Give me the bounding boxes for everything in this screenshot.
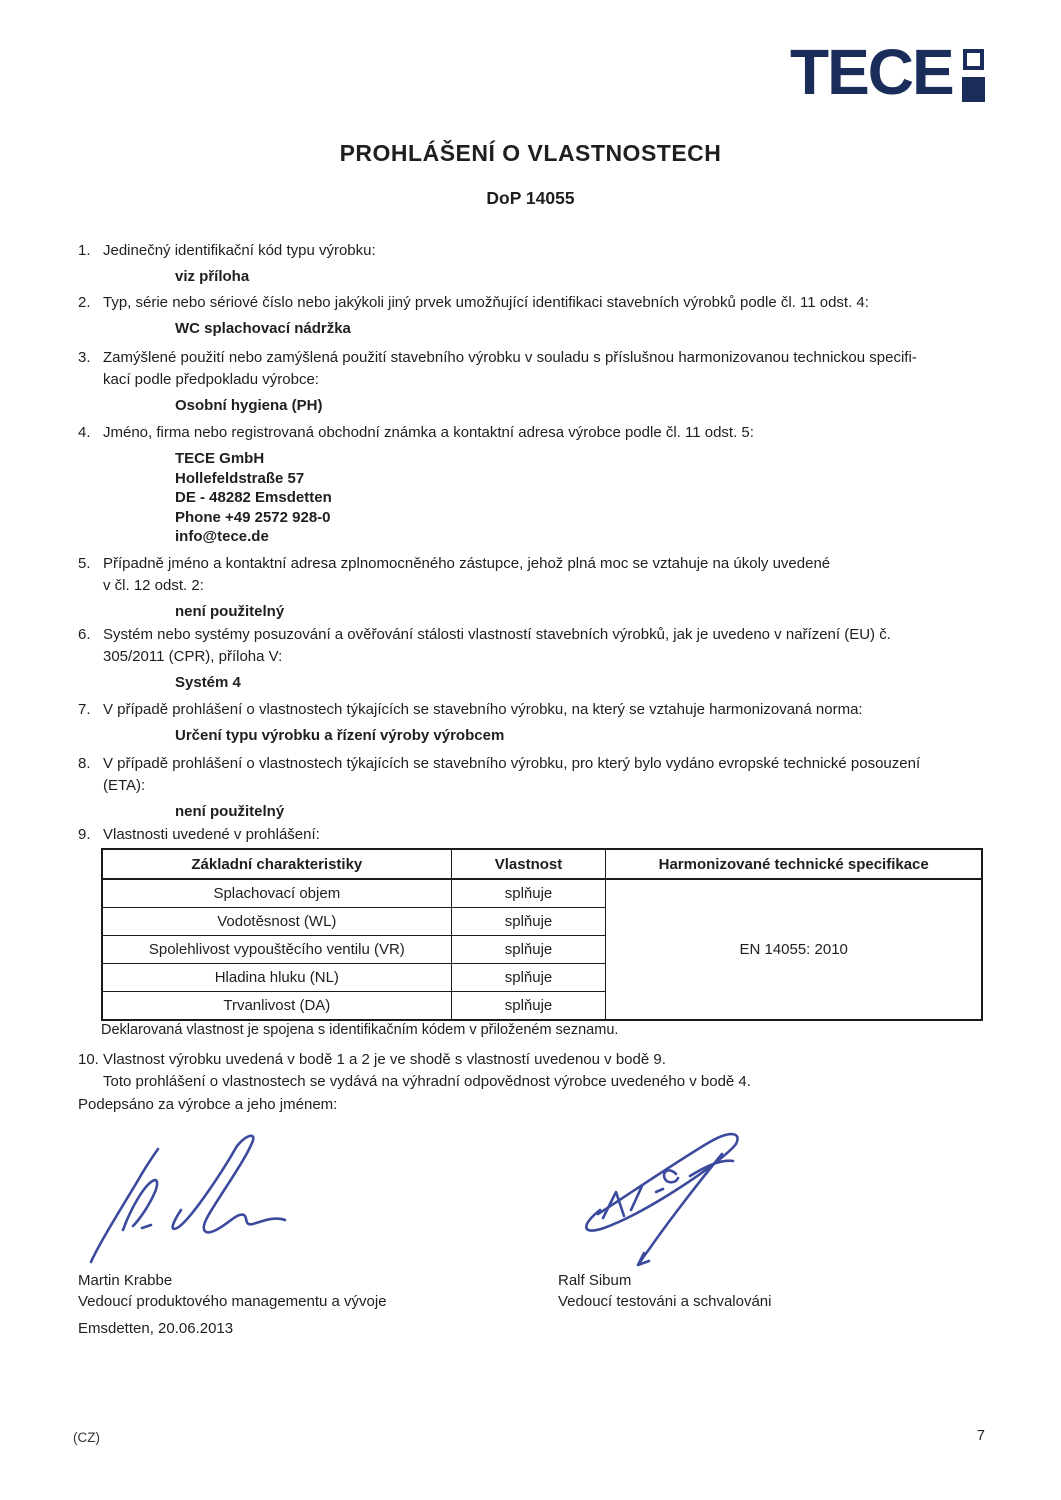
address-line-1: TECE GmbH bbox=[175, 450, 265, 467]
item-3-text-line-2: kací podle předpokladu výrobce: bbox=[103, 371, 319, 388]
signer-left bbox=[78, 1270, 387, 1312]
item-3-text-line-1: Zamýšlené použití nebo zamýšlená použití stavebního výrobku v souladu s příslušnou harmonizovanou technickou specifi- bbox=[103, 349, 917, 366]
item-2-number: 2. bbox=[78, 294, 91, 311]
tece-logo-wordmark: TECE bbox=[790, 36, 953, 108]
signer-right bbox=[558, 1270, 771, 1312]
signature-martin-krabbe bbox=[85, 1122, 325, 1271]
signer-left-role: Vedoucí produktového managementu a vývoje bbox=[78, 1293, 387, 1310]
performance-cell: splňuje bbox=[451, 879, 606, 908]
item-4 bbox=[78, 422, 998, 547]
item-8-text-line-2: (ETA): bbox=[103, 777, 146, 794]
item-5-value: není použitelný bbox=[175, 603, 285, 620]
item-2-value: WC splachovací nádržka bbox=[175, 320, 351, 337]
item-2 bbox=[78, 292, 998, 340]
address-line-4: Phone +49 2572 928-0 bbox=[175, 508, 331, 526]
tece-logo-outline-square-icon bbox=[963, 49, 984, 70]
item-5 bbox=[78, 553, 998, 623]
item-10-number: 10. bbox=[78, 1051, 99, 1068]
signature-martin-krabbe-icon bbox=[85, 1122, 325, 1267]
item-6-text-line-1: Systém nebo systémy posuzování a ověřování stálosti vlastností stavebních výrobků, jak je uvedeno v nařízení (EU) č. bbox=[103, 626, 891, 643]
signer-left-name: Martin Krabbe bbox=[78, 1272, 173, 1289]
harmonized-spec-cell: EN 14055: 2010 bbox=[606, 879, 982, 1020]
footer-language-code: (CZ) bbox=[73, 1430, 100, 1445]
table-note: Deklarovaná vlastnost je spojena s identifikačním kódem v přiloženém seznamu. bbox=[101, 1022, 619, 1038]
manufacturer-address bbox=[175, 449, 998, 547]
footer-page-number: 7 bbox=[976, 1428, 985, 1444]
characteristic-cell: Splachovací objem bbox=[102, 879, 451, 908]
performance-cell: splňuje bbox=[451, 964, 606, 992]
item-9 bbox=[78, 824, 998, 846]
item-4-number: 4. bbox=[78, 424, 91, 441]
signature-ralf-sibum-icon bbox=[570, 1112, 780, 1277]
declared-performance-table bbox=[101, 848, 983, 1021]
address-line-5: info@tece.de bbox=[175, 528, 269, 545]
item-9-number: 9. bbox=[78, 826, 91, 843]
item-5-number: 5. bbox=[78, 555, 91, 572]
item-6-value: Systém 4 bbox=[175, 674, 241, 691]
performance-cell: splňuje bbox=[451, 936, 606, 964]
item-3 bbox=[78, 347, 998, 417]
item-1-value: viz příloha bbox=[175, 268, 250, 285]
item-7-number: 7. bbox=[78, 701, 91, 718]
page-title: PROHLÁŠENÍ O VLASTNOSTECH bbox=[339, 140, 722, 166]
item-8 bbox=[78, 753, 998, 823]
address-line-3: DE - 48282 Emsdetten bbox=[175, 489, 332, 506]
page-subtitle: DoP 14055 bbox=[486, 188, 575, 208]
col-header-characteristics: Základní charakteristiky bbox=[102, 849, 451, 879]
item-5-text-line-2: v čl. 12 odst. 2: bbox=[103, 577, 204, 594]
item-6-text-line-2: 305/2011 (CPR), příloha V: bbox=[103, 648, 283, 665]
item-5-text-line-1: Případně jméno a kontaktní adresa zplnomocněného zástupce, jehož plná moc se vztahuje na úkoly uvedené bbox=[103, 555, 831, 572]
signing-lead-text: Podepsáno za výrobce a jeho jménem: bbox=[78, 1096, 338, 1113]
tece-logo-filled-square-icon bbox=[962, 77, 985, 102]
item-8-value: není použitelný bbox=[175, 803, 285, 820]
item-3-value: Osobní hygiena (PH) bbox=[175, 397, 323, 414]
table-row bbox=[102, 879, 982, 908]
item-6-number: 6. bbox=[78, 626, 91, 643]
item-1 bbox=[78, 240, 998, 288]
item-10-text-line-1: Vlastnost výrobku uvedená v bodě 1 a 2 je ve shodě s vlastností uvedenou v bodě 9. bbox=[103, 1051, 666, 1068]
item-8-text-line-1: V případě prohlášení o vlastnostech týkajících se stavebního výrobku, pro který bylo vydáno evropské technické posouzení bbox=[103, 755, 921, 772]
characteristic-cell: Trvanlivost (DA) bbox=[102, 992, 451, 1021]
performance-cell: splňuje bbox=[451, 992, 606, 1021]
item-7-text: V případě prohlášení o vlastnostech týkajících se stavebního výrobku, na který se vztahuje harmonizovaná norma: bbox=[103, 701, 863, 718]
item-2-text: Typ, série nebo sériové číslo nebo jakýkoli jiný prvek umožňující identifikaci stavebních výrobků podle čl. 11 odst. 4: bbox=[103, 294, 869, 311]
signer-right-role: Vedoucí testováni a schvalováni bbox=[558, 1293, 772, 1310]
table-header-row bbox=[102, 849, 982, 879]
item-1-number: 1. bbox=[78, 242, 91, 259]
col-header-harmonized-spec: Harmonizované technické specifikace bbox=[606, 849, 982, 879]
item-8-number: 8. bbox=[78, 755, 91, 772]
characteristic-cell: Spolehlivost vypouštěcího ventilu (VR) bbox=[102, 936, 451, 964]
col-header-performance: Vlastnost bbox=[451, 849, 606, 879]
address-line-2: Hollefeldstraße 57 bbox=[175, 469, 305, 487]
item-10-text-line-2: Toto prohlášení o vlastnostech se vydává na výhradní odpovědnost výrobce uvedeného v bodě 4. bbox=[103, 1073, 751, 1090]
item-9-text: Vlastnosti uvedené v prohlášení: bbox=[103, 826, 320, 843]
tece-logo bbox=[790, 36, 985, 108]
performance-cell: splňuje bbox=[451, 908, 606, 936]
item-1-text: Jedinečný identifikační kód typu výrobku: bbox=[103, 242, 376, 259]
item-7-value: Určení typu výrobku a řízení výroby výrobcem bbox=[175, 727, 505, 744]
characteristic-cell: Vodotěsnost (WL) bbox=[102, 908, 451, 936]
place-and-date: Emsdetten, 20.06.2013 bbox=[78, 1320, 234, 1337]
signer-right-name: Ralf Sibum bbox=[558, 1272, 632, 1289]
item-3-number: 3. bbox=[78, 349, 91, 366]
item-7 bbox=[78, 699, 998, 747]
item-10 bbox=[78, 1049, 998, 1093]
item-4-text: Jméno, firma nebo registrovaná obchodní známka a kontaktní adresa výrobce podle čl. 11 odst. 5: bbox=[103, 424, 754, 441]
characteristic-cell: Hladina hluku (NL) bbox=[102, 964, 451, 992]
signature-ralf-sibum bbox=[570, 1112, 780, 1281]
item-6 bbox=[78, 624, 998, 694]
